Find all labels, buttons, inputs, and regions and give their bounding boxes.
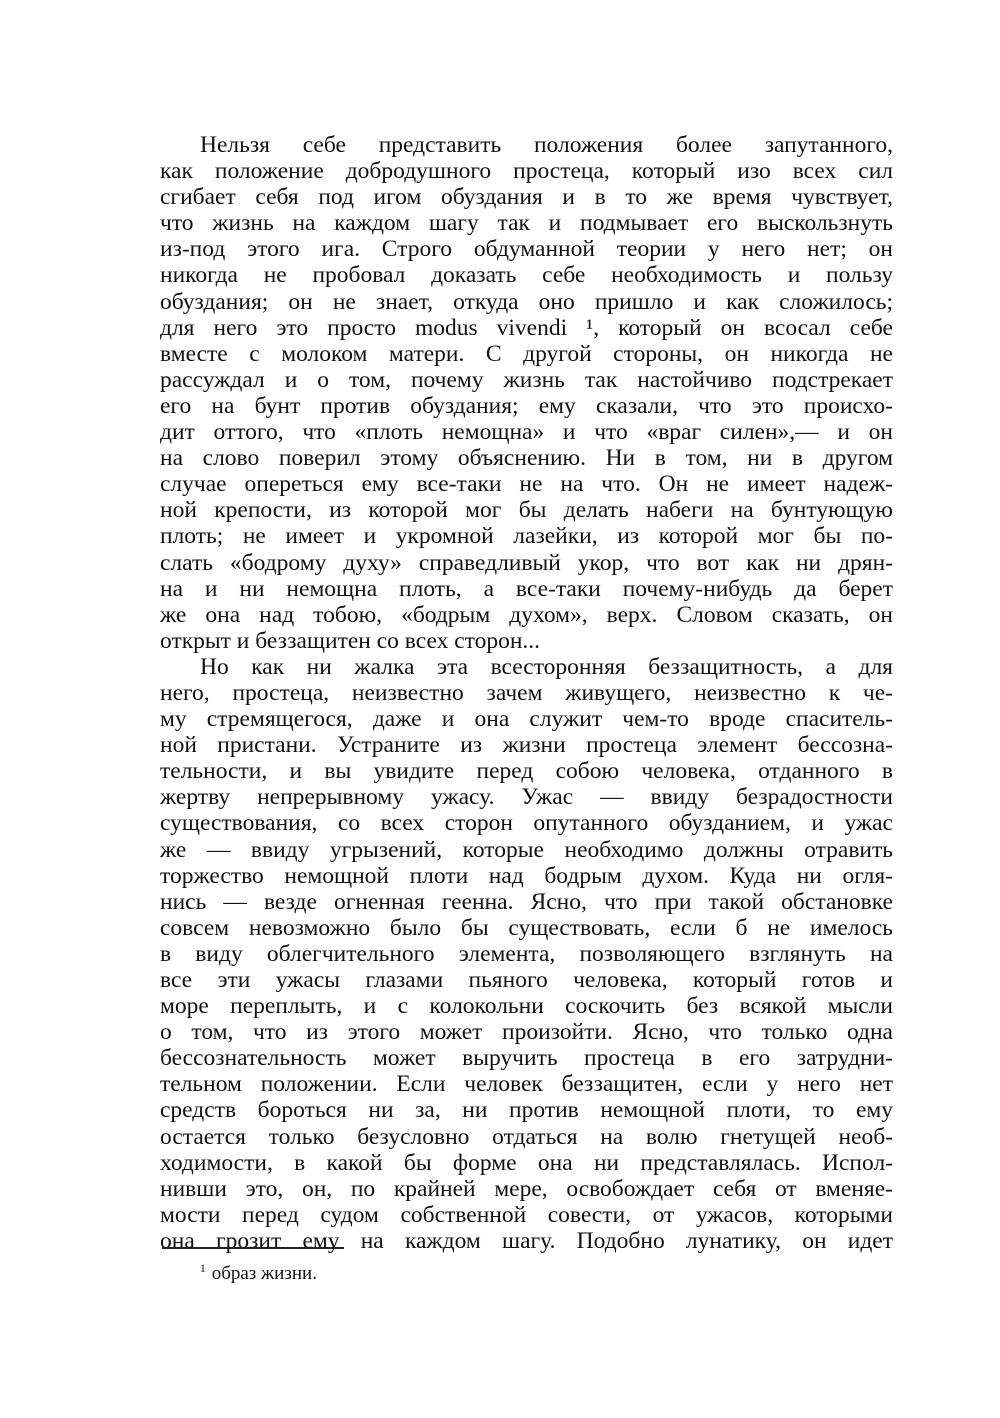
text-line: случае опереться ему все-таки не на что. Он не имеет надеж- bbox=[160, 471, 893, 498]
footnote bbox=[200, 1262, 317, 1286]
text-line: никогда не пробовал доказать себе необходимость и пользу bbox=[160, 262, 893, 289]
text-line: же она над тобою, «бодрым духом», верх. Словом сказать, он bbox=[160, 601, 893, 628]
text-line: жертву непрерывному ужасу. Ужас — ввиду безрадостности bbox=[160, 784, 893, 811]
text-line: средств бороться ни за, ни против немощной плоти, то ему bbox=[160, 1097, 893, 1124]
text-line: как положение добродушного простеца, который изо всех сил bbox=[160, 158, 893, 185]
text-line: бессознательность может выручить простеца в его затрудни- bbox=[160, 1045, 893, 1072]
text-line: на и ни немощна плоть, а все-таки почему-нибудь да берет bbox=[160, 575, 893, 602]
footnote-text: образ жизни. bbox=[211, 1263, 317, 1284]
text-line: на слово поверил этому объяснению. Ни в том, ни в другом bbox=[160, 445, 893, 472]
paragraph-2 bbox=[160, 654, 893, 1254]
text-line: Но как ни жалка эта всесторонняя беззащитность, а для bbox=[200, 653, 893, 680]
text-line: дит оттого, что «плоть немощна» и что «враг силен»,— и он bbox=[160, 419, 893, 446]
paragraph-1 bbox=[160, 132, 893, 654]
text-line: вместе с молоком матери. С другой стороны, он никогда не bbox=[160, 340, 893, 367]
text-line: слать «бодрому духу» справедливый укор, что вот как ни дрян- bbox=[160, 549, 893, 576]
text-line: о том, что из этого может произойти. Ясно, что только одна bbox=[160, 1019, 893, 1046]
text-line: ной крепости, из которой мог бы делать набеги на бунтующую bbox=[160, 497, 893, 524]
text-line: плоть; не имеет и укромной лазейки, из которой мог бы по- bbox=[160, 523, 893, 550]
text-line: нись — везде огненная геенна. Ясно, что при такой обстановке bbox=[160, 888, 893, 915]
text-line: торжество немощной плоти над бодрым духом. Куда ни огля- bbox=[160, 862, 893, 889]
text-line: из-под этого ига. Строго обдуманной теории у него нет; он bbox=[160, 236, 893, 263]
text-line: для него это просто modus vivendi ¹, который он всосал себе bbox=[160, 314, 893, 341]
text-line: открыт и беззащитен со всех сторон... bbox=[160, 627, 541, 654]
text-line: му стремящегося, даже и она служит чем-то вроде спаситель- bbox=[160, 706, 893, 733]
footnote-divider bbox=[162, 1247, 344, 1249]
text-line: его на бунт против обуздания; ему сказали, что это происхо- bbox=[160, 392, 893, 419]
text-line: Нельзя себе представить положения более запутанного, bbox=[200, 132, 893, 158]
text-line: мости перед судом собственной совести, от ужасов, которыми bbox=[160, 1201, 893, 1228]
text-line: тельном положении. Если человек беззащитен, если у него нет bbox=[160, 1071, 893, 1098]
text-line: в виду облегчительного элемента, позволяющего взглянуть на bbox=[160, 940, 893, 967]
text-line: тельности, и вы увидите перед собою человека, отданного в bbox=[160, 758, 893, 785]
footnote-mark: 1 bbox=[200, 1262, 206, 1275]
text-line: обуздания; он не знает, откуда оно пришло и как сложилось; bbox=[160, 288, 893, 315]
text-line: она грозит ему на каждом шагу. Подобно лунатику, он идет bbox=[160, 1227, 893, 1254]
text-line: существования, со всех сторон опутанного обузданием, и ужас bbox=[160, 810, 893, 837]
text-line: же — ввиду угрызений, которые необходимо должны отравить bbox=[160, 836, 893, 863]
text-line: рассуждал и о том, почему жизнь так настойчиво подстрекает bbox=[160, 366, 893, 393]
text-line: ной пристани. Устраните из жизни простеца элемент бессозна- bbox=[160, 732, 893, 759]
text-line: все эти ужасы глазами пьяного человека, который готов и bbox=[160, 967, 893, 993]
main-text bbox=[160, 132, 893, 1254]
text-line: нивши это, он, по крайней мере, освобождает себя от вменяе- bbox=[160, 1175, 893, 1202]
text-line: остается только безусловно отдаться на волю гнетущей необ- bbox=[160, 1123, 893, 1150]
text-line: что жизнь на каждом шагу так и подмывает его выскользнуть bbox=[160, 210, 893, 237]
text-line: море переплыть, и с колокольни соскочить без всякой мысли bbox=[160, 993, 893, 1020]
text-line: него, простеца, неизвестно зачем живущего, неизвестно к че- bbox=[160, 679, 893, 706]
text-line: совсем невозможно было бы существовать, если б не имелось bbox=[160, 914, 893, 941]
text-line: сгибает себя под игом обуздания и в то же время чувствует, bbox=[160, 184, 893, 211]
text-line: ходимости, в какой бы форме она ни представлялась. Испол- bbox=[160, 1149, 893, 1176]
